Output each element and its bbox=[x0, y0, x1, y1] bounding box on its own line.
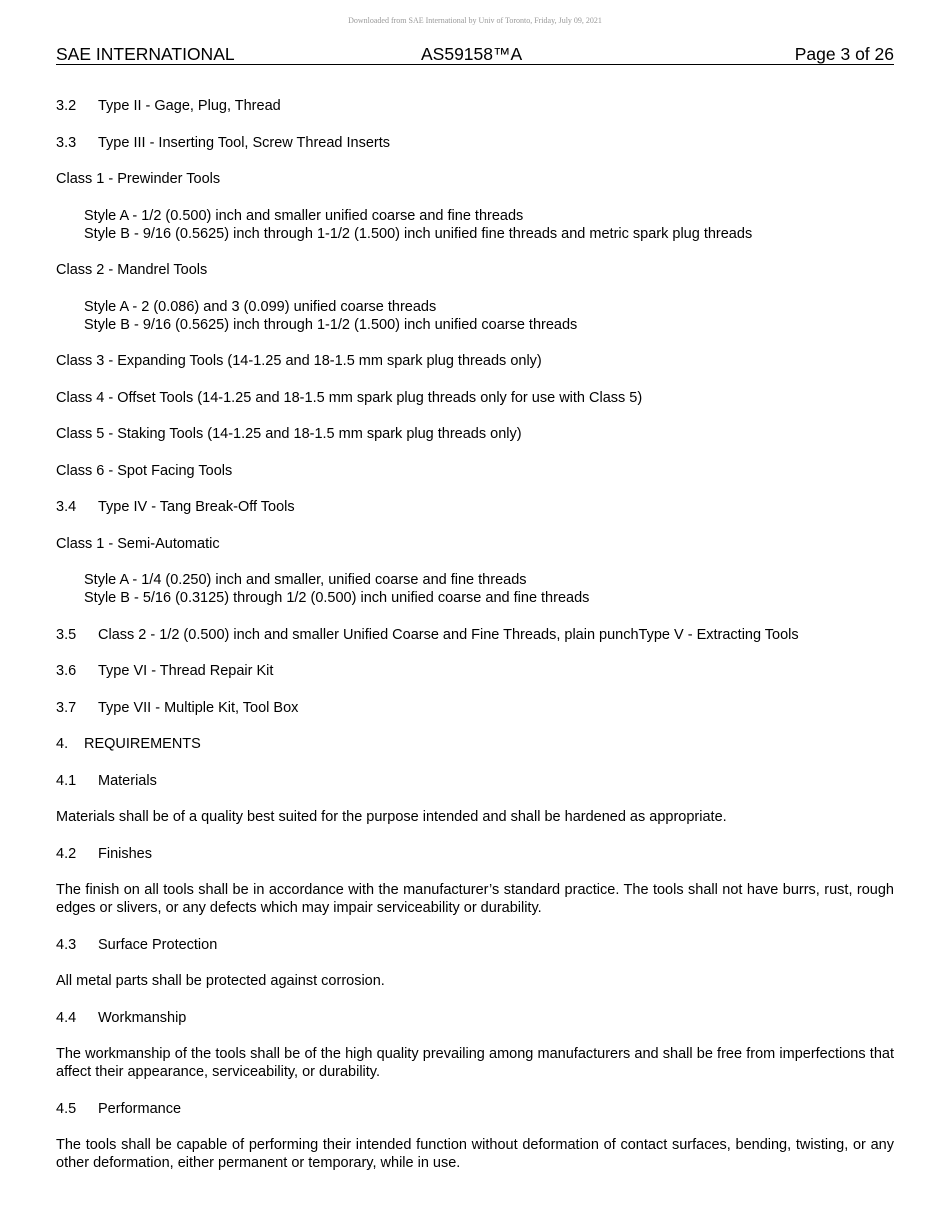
section-title: Performance bbox=[98, 1100, 182, 1117]
type3-class1-styles bbox=[84, 207, 894, 243]
header-page-number: Page 3 of 26 bbox=[794, 44, 894, 64]
type3-class2-styles bbox=[84, 298, 894, 334]
section-number: 4. bbox=[56, 736, 69, 752]
section-4-5-text: The tools shall be capable of performing their intended function without deformation of contact surfaces, bending, twisting, or any other deformation, either permanent or temporary, while in use. bbox=[56, 1137, 894, 1171]
section-4-4-heading bbox=[56, 1009, 894, 1027]
section-title: Class 2 - 1/2 (0.500) inch and smaller Unified Coarse and Fine Threads, plain punchType V - Extracting Tools bbox=[98, 626, 799, 643]
section-title: Type IV - Tang Break-Off Tools bbox=[98, 499, 295, 515]
section-4-2-text: The finish on all tools shall be in accordance with the manufacturer’s standard practice. The tools shall not have burrs, rust, rough edges or slivers, or any defects which may impair serviceability or durability. bbox=[56, 882, 894, 916]
section-number: 3.7 bbox=[56, 699, 77, 716]
section-number: 4.1 bbox=[56, 772, 77, 789]
section-3-4-heading bbox=[56, 498, 894, 516]
style-b-line: Style B - 5/16 (0.3125) through 1/2 (0.500) inch unified coarse and fine threads bbox=[84, 590, 590, 606]
section-4-3-heading bbox=[56, 936, 894, 954]
section-title: Type VI - Thread Repair Kit bbox=[98, 663, 274, 679]
type3-class2-title: Class 2 - Mandrel Tools bbox=[56, 262, 208, 278]
type3-class6-line: Class 6 - Spot Facing Tools bbox=[56, 462, 233, 479]
section-number: 3.5 bbox=[56, 626, 77, 643]
section-title: Type VII - Multiple Kit, Tool Box bbox=[98, 699, 299, 716]
type3-class1-title: Class 1 - Prewinder Tools bbox=[56, 171, 221, 187]
header-publisher: SAE INTERNATIONAL bbox=[56, 44, 235, 64]
type4-class1-styles bbox=[84, 571, 894, 607]
style-a-line: Style A - 1/4 (0.250) inch and smaller, unified coarse and fine threads bbox=[84, 572, 527, 588]
section-number: 4.3 bbox=[56, 936, 77, 953]
section-4-2-heading bbox=[56, 845, 894, 863]
section-4-1-text: Materials shall be of a quality best suited for the purpose intended and shall be hardened as appropriate. bbox=[56, 809, 727, 825]
document-body bbox=[56, 97, 894, 1191]
section-title: Materials bbox=[98, 772, 157, 789]
section-title: Surface Protection bbox=[98, 936, 218, 953]
section-number: 4.2 bbox=[56, 845, 77, 862]
section-number: 3.4 bbox=[56, 499, 77, 515]
type3-class5-line: Class 5 - Staking Tools (14-1.25 and 18-1.5 mm spark plug threads only) bbox=[56, 426, 522, 442]
section-number: 4.4 bbox=[56, 1009, 77, 1026]
section-3-5-heading bbox=[56, 626, 894, 644]
section-3-2-heading bbox=[56, 97, 894, 115]
style-a-line: Style A - 1/2 (0.500) inch and smaller unified coarse and fine threads bbox=[84, 207, 524, 224]
section-4-3-text: All metal parts shall be protected against corrosion. bbox=[56, 973, 385, 989]
type3-class3-line: Class 3 - Expanding Tools (14-1.25 and 18-1.5 mm spark plug threads only) bbox=[56, 353, 542, 369]
section-number: 3.6 bbox=[56, 663, 77, 679]
section-4-heading bbox=[56, 735, 894, 753]
section-3-3-heading bbox=[56, 134, 894, 152]
download-watermark: Downloaded from SAE International by Univ of Toronto, Friday, July 09, 2021 bbox=[348, 16, 602, 25]
style-a-line: Style A - 2 (0.086) and 3 (0.099) unified coarse threads bbox=[84, 298, 437, 315]
section-title: Type III - Inserting Tool, Screw Thread Inserts bbox=[98, 134, 391, 151]
section-title: Workmanship bbox=[98, 1009, 187, 1026]
page-header bbox=[56, 44, 894, 65]
section-number: 4.5 bbox=[56, 1100, 77, 1117]
type4-class1-title: Class 1 - Semi-Automatic bbox=[56, 535, 220, 552]
section-title: REQUIREMENTS bbox=[84, 736, 201, 752]
style-b-line: Style B - 9/16 (0.5625) inch through 1-1/2 (1.500) inch unified coarse threads bbox=[84, 316, 578, 333]
section-4-1-heading bbox=[56, 772, 894, 790]
type3-class4-line: Class 4 - Offset Tools (14-1.25 and 18-1.5 mm spark plug threads only for use with Class 5) bbox=[56, 389, 643, 406]
section-4-5-heading bbox=[56, 1100, 894, 1118]
section-title: Finishes bbox=[98, 845, 152, 862]
section-3-7-heading bbox=[56, 699, 894, 717]
style-b-line: Style B - 9/16 (0.5625) inch through 1-1/2 (1.500) inch unified fine threads and metric spark plug threads bbox=[84, 225, 753, 242]
section-number: 3.3 bbox=[56, 134, 77, 151]
section-4-4-text: The workmanship of the tools shall be of the high quality prevailing among manufacturers and shall be free from imperfections that affect their appearance, serviceability, or durability. bbox=[56, 1046, 894, 1080]
header-document-number: AS59158™A bbox=[421, 44, 523, 64]
section-number: 3.2 bbox=[56, 98, 77, 114]
section-3-6-heading bbox=[56, 662, 894, 680]
section-title: Type II - Gage, Plug, Thread bbox=[98, 98, 281, 114]
